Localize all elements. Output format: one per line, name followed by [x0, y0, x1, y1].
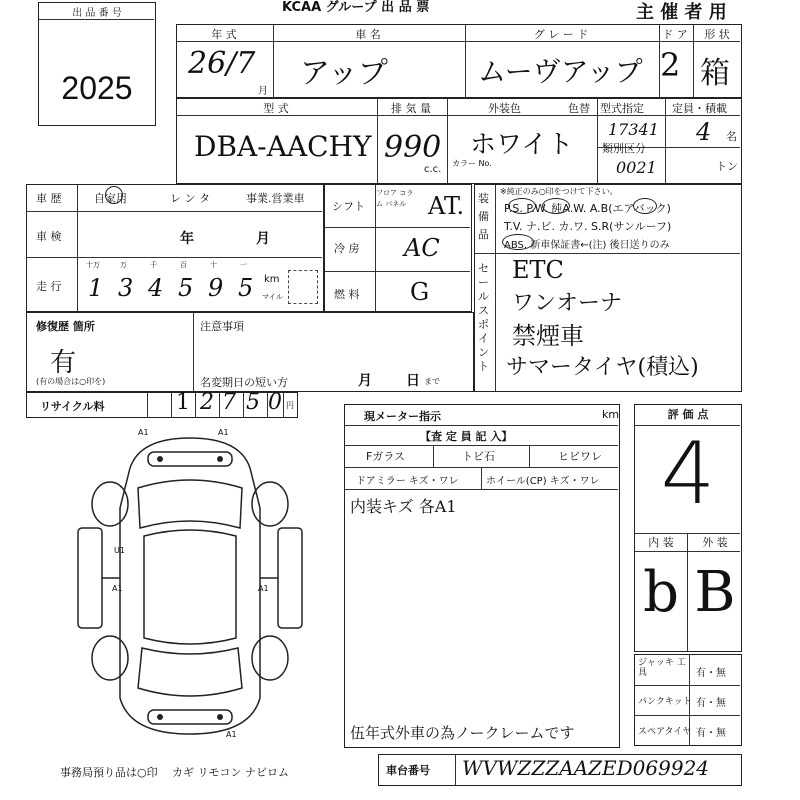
displacement-value: 990 [384, 130, 442, 165]
vin-label: 車台番号 [386, 764, 430, 777]
tool-puncture-value: 有・無 [696, 698, 726, 709]
tool-puncture-label: パンクキット [638, 697, 692, 707]
pw-circle-mark [542, 198, 570, 214]
tool-spare-value: 有・無 [696, 728, 726, 739]
damage-mark-left-door: A1 [112, 584, 123, 593]
organizer-label: 主 催 者 用 [636, 2, 727, 23]
recycle-unit: 円 [286, 401, 294, 410]
lot-number-label: 出 品 番 号 [72, 8, 122, 19]
repair-value: 有 [50, 348, 77, 378]
year-month-unit: 月 [258, 86, 268, 97]
recycle-digit-1: 1 [176, 390, 190, 415]
chip-label: トビ石 [462, 450, 495, 463]
capacity-unit: 名 [726, 130, 737, 143]
history-business: 事業.営業車 [246, 192, 305, 205]
office-items: カギ リモコン ナビロム [172, 766, 289, 779]
mileage-digit-6: 5 [238, 274, 254, 302]
equipment-line2: T.V. ナ.ビ. カ.ワ. S.R(サンルーフ) [504, 220, 672, 233]
notes-until: まで [424, 377, 440, 386]
score-value: 4 [660, 424, 716, 524]
exterior-color-value: ホワイト [470, 130, 574, 160]
car-name-value: アップ [300, 56, 388, 91]
history-label: 車 歴 [36, 192, 62, 205]
recycle-digit-3: 7 [222, 390, 236, 415]
interior-value: b [643, 560, 679, 625]
shift-label: シフト [332, 200, 365, 213]
mileage-digit-2: 3 [118, 274, 134, 302]
grade-value: ムーヴアップ [478, 55, 643, 88]
recycle-digit-4: 5 [246, 390, 260, 415]
displacement-label: 排 気 量 [391, 102, 431, 115]
model-label: 型 式 [263, 102, 289, 115]
inspector-comment: 内装キズ 各A1 [350, 497, 457, 516]
mileage-unit-1k: 千 [150, 261, 157, 269]
notes-expiry-label: 名変期日の短い方 [200, 376, 288, 389]
inspector-label: 【査 定 員 記 入】 [420, 430, 513, 443]
mileage-digit-5: 9 [208, 274, 224, 302]
mileage-unit-10k: 万 [120, 261, 127, 269]
damage-mark-front-left: A1 [138, 428, 149, 437]
year-label: 年 式 [211, 28, 237, 41]
mileage-unit-10: 十 [210, 261, 217, 269]
displacement-unit: c.c. [424, 164, 442, 175]
exterior-value: B [694, 560, 736, 625]
class-label: 類別区分 [602, 142, 646, 155]
doors-label: ド ア [662, 28, 688, 41]
tool-jack-label: ジャッキ 工 具 [638, 658, 686, 678]
crack-label: ヒビワレ [558, 450, 602, 463]
office-note: 事務局預り品は○印 [60, 766, 158, 779]
aircon-label: 冷 房 [334, 242, 360, 255]
lot-number: 2025 [61, 70, 133, 106]
equipment-line3: ABS. 新車保証書←(注) 後日送りのみ [504, 240, 670, 251]
grade-label: グ レ ー ド [533, 28, 589, 41]
damage-mark-rear: A1 [226, 730, 237, 739]
mileage-km: km [264, 274, 280, 285]
tool-jack-value: 有・無 [696, 668, 726, 679]
class-value: 0021 [616, 158, 657, 177]
abs-circle-mark [502, 234, 534, 250]
private-circle-mark [105, 186, 123, 204]
color-change-label: 色替 [568, 102, 590, 115]
sales-point-2: ワンオーナ [512, 291, 623, 316]
windshield-label: Fガラス [366, 450, 405, 463]
sales-point-4: サマータイヤ(積込) [506, 355, 699, 380]
damage-mark-left-front-door: U1 [114, 546, 125, 555]
sales-point-3: 禁煙車 [512, 322, 584, 350]
wheel-label: ホイール(CP) キズ・ワレ [486, 476, 600, 487]
mileage-unit-1: 一 [240, 261, 247, 269]
mileage-unit-100k: 十万 [86, 261, 100, 269]
year-value: 26/7 [188, 46, 256, 81]
mile-checkbox [288, 270, 318, 304]
aircon-value: AC [404, 234, 440, 262]
ab-circle-mark [633, 198, 657, 214]
mileage-digit-4: 5 [178, 274, 194, 302]
capacity-value: 4 [696, 118, 712, 146]
fuel-value: G [410, 278, 430, 306]
repair-note: (有の場合は○印を) [36, 377, 106, 386]
type-spec-label: 型式指定 [600, 102, 644, 115]
car-body-diagram [70, 428, 310, 746]
recycle-digit-5: 0 [268, 390, 282, 415]
exterior-label: 外 装 [702, 536, 728, 549]
sales-point-1: ETC [512, 256, 564, 284]
recycle-digit-2: 2 [200, 390, 214, 415]
history-rental: レ ン タ [170, 192, 210, 205]
group-title: KCAA グループ 出 品 票 [282, 0, 430, 15]
inspection-label: 車 検 [36, 230, 62, 243]
car-name-label: 車 名 [355, 28, 381, 41]
doors-value: 2 [660, 46, 681, 84]
history-private: 自家用 [94, 192, 127, 205]
interior-label: 内 装 [648, 536, 674, 549]
fuel-label: 燃 料 [334, 288, 360, 301]
notes-day: 日 [406, 373, 420, 389]
mileage-digit-1: 1 [88, 274, 104, 302]
equipment-line1: P.S. P.W. 純A.W. A.B(エアバック) [504, 202, 671, 215]
repair-label: 修復歴 箇所 [36, 320, 95, 333]
sales-point-label: セールスポイント [478, 262, 489, 373]
capacity-label: 定員・積載 [672, 102, 727, 115]
ps-circle-mark [508, 198, 536, 214]
notes-label: 注意事項 [200, 320, 244, 333]
equipment-label: 装 備 品 [478, 192, 489, 241]
model-value: DBA-AACHY [194, 130, 372, 163]
mirror-label: ドアミラー キズ・ワレ [356, 476, 459, 487]
lot-number-box [38, 2, 156, 126]
type-spec-value: 17341 [608, 120, 659, 139]
meter-label: 現メーター指示 [364, 410, 441, 423]
shape-value: 箱 [700, 56, 730, 91]
inspection-year: 年 [180, 231, 194, 247]
mileage-digit-3: 4 [148, 274, 164, 302]
shape-label: 形 状 [704, 28, 730, 41]
recycle-label: リサイクル料 [40, 400, 105, 413]
inspection-month: 月 [256, 231, 270, 247]
vin-value: WVWZZZAAZED069924 [462, 756, 710, 780]
exterior-color-label: 外装色 [488, 102, 521, 115]
mileage-mile: マイル [262, 293, 283, 301]
notes-month: 月 [358, 373, 372, 389]
meter-unit: km [602, 408, 620, 421]
shift-value: AT. [428, 192, 465, 220]
tool-spare-label: スペアタイヤ [638, 727, 692, 737]
mileage-label: 走 行 [36, 280, 62, 293]
score-label: 評 価 点 [667, 408, 709, 421]
color-number-label: カラー No. [452, 159, 492, 168]
shift-options: フロア コラム パネル [376, 189, 414, 208]
equipment-note: ※純正のみ○印をつけて下さい。 [500, 187, 618, 196]
mileage-unit-100: 百 [180, 261, 187, 269]
damage-mark-right-door: A1 [258, 584, 269, 593]
load-unit: トン [716, 160, 738, 173]
inspector-bottom-note: 伍年式外車の為ノークレームです [350, 724, 575, 742]
damage-mark-front-right: A1 [218, 428, 229, 437]
